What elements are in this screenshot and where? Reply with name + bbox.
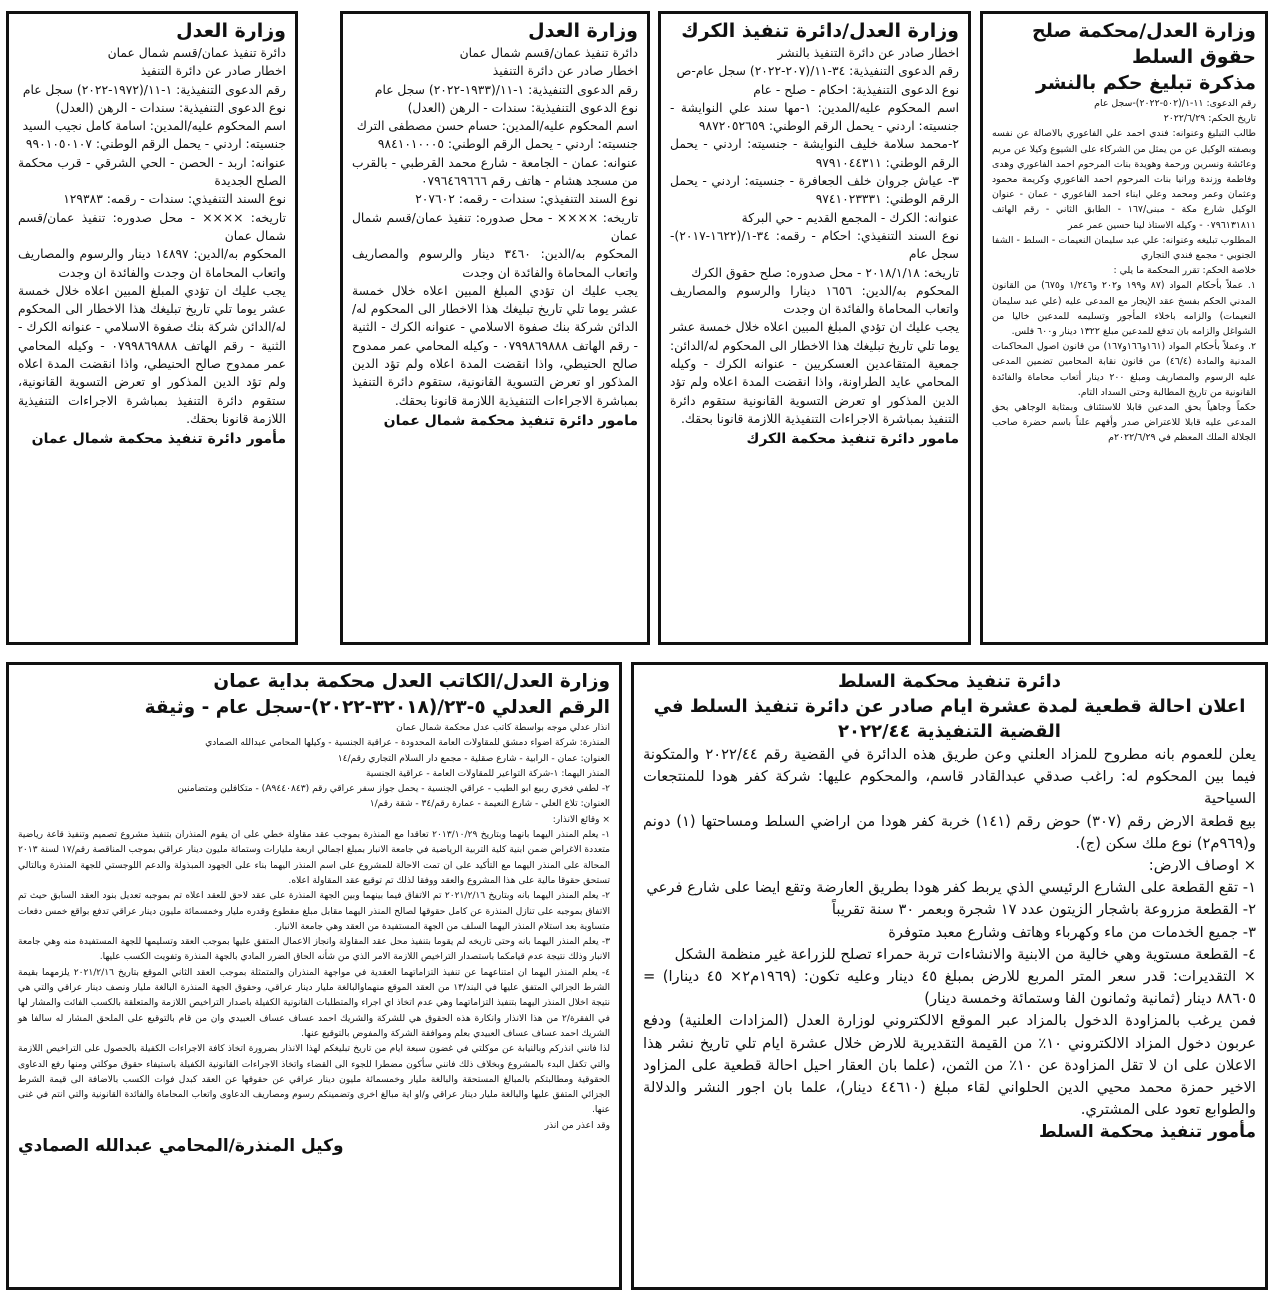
notice-amman-1933 [340,11,650,645]
notice-notary-signature: وكيل المنذرة/المحامي عبدالله الصمادي [18,1136,344,1157]
notice-amman-1972 [6,11,298,645]
notice-karak-signature: مامور دائرة تنفيذ محكمة الكرك [746,431,959,448]
notice-amman-1933-signature: مامور دائرة تنفيذ محكمة شمال عمان [383,412,638,429]
notice-karak-body: اخطار صادر عن دائرة التنفيذ بالنشر رقم الدعوى التنفيذية: ٣٤-١١/(٢٠٧-٢٠٢٢) سجل عام-ص نوع الدعوى التنفيذية: احكام - صلح - عام اسم المحكوم عليه/المدين: ١-مها سند علي النوايشة - جنسيته: اردني - يحمل الرقم الوطني: ٩٨٧٢٠٥٢٦٥٩ ٢-محمد سلامة خليف النوايشة - جنسيته: اردني - يحمل الرقم الوطني: ٩٧٩١٠٤٤٣١١ ٣- عياش جروان خلف الجعافرة - جنسيته: اردني - يحمل الرقم الوطني: ٩٧٤١٠٢٣٣٣١ عنوانه: الكرك - المجمع القديم - حي البركة نوع السند التنفيذي: احكام - رقمه: ٣٤-١/(١٦٢٢-٢٠١٧)-سجل عام تاريخه: ٢٠١٨/١/١٨ - محل صدوره: صلح حقوق الكرك المحكوم به/الدين: ١٦٥٦ دينارا والرسوم والمصاريف واتعاب المحاماة والفائدة ان وجدت يجب عليك ان تؤدي المبلغ المبين اعلاه خلال خمسة عشر يوما تلي تاريخ تبليغك هذا الاخطار الى المحكوم له/الدائن: جمعية المتقاعدين العسكريين - عنوانه الكرك - وكيله المحامي عايد الطراونة، واذا انقضت المدة اعلاه ولم تؤد الدين المذكور او تعرض التسوية القانونية ستقوم دائرة التنفيذ بمباشرة الاجراءات التنفيذية اللازمة قانونا بحقك. [670,46,959,426]
notice-amman-1972-body: دائرة تنفيذ عمان/قسم شمال عمان اخطار صادر عن دائرة التنفيذ رقم الدعوى التنفيذية: ١-١١/(١٩٧٢-٢٠٢٢) سجل عام نوع الدعوى التنفيذية: سندات - الرهن (العدل) اسم المحكوم عليه/المدين: اسامة كامل نجيب السيد جنسيته: اردني - يحمل الرقم الوطني: ٩٩٠١٠٥٠١٠٧ عنوانه: اربد - الحصن - الحي الشرقي - قرب محكمة الصلح الجديدة نوع السند التنفيذي: سندات - رقمه: ١٢٩٣٨٣ تاريخه: ×××× - محل صدوره: تنفيذ عمان/قسم شمال عمان المحكوم به/الدين: ١٤٨٩٧ دينار والرسوم والمصاريف واتعاب المحاماة ان وجدت والفائدة ان وجدت يجب عليك ان تؤدي المبلغ المبين اعلاه خلال خمسة عشر يوما تلي تاريخ تبليغك هذا الاخطار الى المحكوم له/الدائن شركة بنك صفوة الاسلامي - عنوانه الكرك - الثنية - رقم الهاتف ٠٧٩٩٨٦٩٨٨٨ - وكيله المحامي عمر ممدوح صالح الحنيطي، واذا انقضت المدة اعلاه ولم تؤد الدين المذكور او تعرض التسوية القانونية، ستقوم دائرة التنفيذ بمباشرة الاجراءات التنفيذية اللازمة قانونا بحقك. [18,46,287,426]
notice-amman-1933-body: دائرة تنفيذ عمان/قسم شمال عمان اخطار صادر عن دائرة التنفيذ رقم الدعوى التنفيذية: ١-١١/(١٩٣٣-٢٠٢٢) سجل عام نوع الدعوى التنفيذية: سندات - الرهن (العدل) اسم المحكوم عليه/المدين: حسام حسن مصطفى الترك جنسيته: اردني - يحمل الرقم الوطني: ٩٨٤١٠١٠٠٠٥ عنوانه: عمان - الجامعة - شارع محمد القرطبي - بالقرب من مسجد هشام - هاتف رقم ٠٧٩٦٤٦٩٦٦٦ نوع السند التنفيذي: سندات - رقمه: ٢٠٧٦٠٢ تاريخه: ×××× - محل صدوره: تنفيذ عمان/قسم شمال عمان المحكوم به/الدين: ٣٤٦٠ دينار والرسوم والمصاريف واتعاب المحاماة والفائدة ان وجدت يجب عليك ان تؤدي المبلغ المبين اعلاه خلال خمسة عشر يوما تلي تاريخ تبليغك هذا الاخطار الى المحكوم له/الدائن شركة بنك صفوة الاسلامي - عنوانه الكرك - الثنية - رقم الهاتف ٠٧٩٩٨٦٩٨٨٨ - وكيله المحامي عمر ممدوح صالح الحنيطي، واذا انقضت المدة اعلاه ولم تؤد الدين المذكور او تعرض التسوية القانونية، ستقوم دائرة التنفيذ بمباشرة الاجراءات التنفيذية اللازمة قانونا بحقك. [352,46,638,408]
notice-salt-auction [631,662,1268,1290]
notice-notary-header: وزارة العدل/الكاتب العدل محكمة بداية عمان الرقم العدلي ٥-٢٣/(٣٢٠١٨-٢٠٢٢)-سجل عام - وثيقة [144,671,610,718]
notice-karak-execution [658,11,971,645]
notice-notary-warning [6,662,622,1290]
notice-karak-header: وزارة العدل/دائرة تنفيذ الكرك [681,20,959,42]
notice-civil-header: وزارة العدل/محكمة صلح حقوق السلط مذكرة تبليغ حكم بالنشر [1032,20,1256,94]
notice-amman-1972-header: وزارة العدل [176,20,286,42]
notice-auction-header: دائرة تنفيذ محكمة السلط اعلان احالة قطعية لمدة عشرة ايام صادر عن دائرة تنفيذ السلط في القضية التنفيذية ٢٠٢٢/٤٤ [653,671,1246,742]
notice-amman-1933-header: وزارة العدل [528,20,638,42]
notice-amman-1972-signature: مأمور دائرة تنفيذ محكمة شمال عمان [31,431,286,448]
notice-auction-body: يعلن للعموم بانه مطروح للمزاد العلني وعن طريق هذه الدائرة في القضية رقم ٢٠٢٢/٤٤ والمتكونة فيما بين المحكوم له: راغب صدقي عبدالقادر قاسم، والمحكوم عليها: شركة كفر هودا للمنتجعات السياحية بيع قطعة الارض رقم (٣٠٧) حوض رقم (١٤١) خربة كفر هودا من اراضي السلط ومساحتها (١) دونم و(٩٦٩م٢) نوع ملك سكن (ج). × اوصاف الارض: ١- تقع القطعة على الشارع الرئيسي الذي يربط كفر هودا بطريق العارضة وتقع ايضا على شارع فرعي ٢- القطعة مزروعة باشجار الزيتون عدد ١٧ شجرة وبعمر ٣٠ سنة تقريباً ٣- جميع الخدمات من ماء وكهرباء وهاتف وشارع معبد متوفرة ٤- القطعة مستوية وهي خالية من الابنية والانشاءات تربة حمراء تصلح للزراعة غير منظمة الشكل × التقديرات: قدر سعر المتر المربع للارض بمبلغ ٤٥ دينار وعليه تكون: (١٩٦٩م٢× ٤٥ دينارا) = ٨٨٦٠٥ دينار (ثمانية وثمانون الفا وستمائة وخمسة دينار) فمن يرغب بالمزاودة الدخول بالمزاد عبر الموقع الالكتروني لوزارة العدل (المزادات العلنية) ودفع عربون دخول المزاد الالكتروني ١٠٪ من القيمة التقديرية للارض خلال عشرة ايام تلي تاريخ نشر هذا الاعلان على ان لا تقل المزاودة عن ١٠٪ من الثمن، (علما بان العقار احيل احالة قطعية على المزاود الاخير حمزة محمد محيي الدين الحلواني لقاء مبلغ (٤٤٦١٠ دينار)، علما بان اجور النشر والدلالة والطوابع تعود على المشتري. [643,746,1256,1119]
notice-civil-body: رقم الدعوى: ١١-١/(٥٠٢-٢٠٢٢)-سجل عام تاريخ الحكم: ٢٠٢٢/٦/٢٩ طالب التبليغ وعنوانه: فندي احمد علي الفاعوري بالاصالة عن نفسه وبصفته الوكيل عن من يمثل من الشركاء على الشيوع وكيلا عن مريم وعائشة ونسرين ورحمة وهويدة بنات المرحوم احمد الفاعوري وهدى وفاطمة وزندة ورانيا بنات المرحوم احمد الفاعوري وكريمة محمود وعثمان وعمر ومحمد وعلي ابناء احمد الفاعوري - عمان - عنوان الوكيل شارع مكة - مبنى/١٦٧ - الطابق الثاني - رقم الهاتف ٠٧٩٦١٣١٨١١ - وكيله الاستاذ لينا حسين عمر عمر المطلوب تبليغه وعنوانه: علي عبد سليمان النعيمات - السلط - الشفا الجنوبي - مجمع فندي التجاري خلاصة الحكم: تقرر المحكمة ما يلي : ١. عملاً بأحكام المواد (٨٧ و١٩٩ و٢٠٢ و١/٢٤٦ و٦٧٥) من القانون المدني الحكم بفسخ عقد الإيجار مع المدعى عليه (علي عبد سليمان النعيمات) والزامه باخلاء المأجور وتسليمه للمدعين خاليا من الشواغل والزامه بان تدفع للمدعين مبلغ ١٣٢٢ دينار و٦٠٠ فلس. ٢. وعملاً بأحكام المواد (١٦١و١٦٦و١٦٧) من قانون اصول المحاكمات المدنية والمادة (٤٦/٤) من قانون نقابة المحامين تضمين المدعى عليه الرسوم والمصاريف ومبلغ ٢٠٠ دينار أتعاب محاماة والفائدة القانونية من تاريخ المطالبة وحتى السداد التام. حكماً وجاهياً بحق المدعين قابلا للاستئناف وبمثابة الوجاهي بحق المدعى عليه قابلا للاعتراض صدر وأفهم علناً باسم حضرة صاحب الجلالة الملك المعظم في ٢٠٢٢/٦/٢٩م [992,98,1256,444]
notice-auction-signature: مأمور تنفيذ محكمة السلط [1039,1122,1256,1143]
notice-notary-body: انذار عدلي موجه بواسطة كاتب عدل محكمة شمال عمان المنذرة: شركة اضواء دمشق للمقاولات العامة المحدودة - عراقية الجنسية - وكيلها المحامي عبدالله الصمادي العنوان: عمان - الرابية - شارع صقلية - مجمع دار السلام التجاري رقم/١٤ المنذر اليهما: ١-شركة التواعير للمقاولات العامة - عراقية الجنسية ٢- لطفي فخري ربيع ابو الطيب - عراقي الجنسية - يحمل جواز سفر عراقي رقم (A٩٤٤٠٨٤٣) - متكافلين ومتضامنين العنوان: تلاع العلي - شارع النعيمة - عمارة رقم/٣٤ - شقة رقم/١ × وقائع الانذار: ١- يعلم المنذر اليهما بانهما وبتاريخ ٢٠١٣/١٠/٢٩ تعاقدا مع المنذرة بموجب عقد مقاولة خطي على ان يقوم المنذران بتنفيذ مشروع تصميم وتنفيذ قاعة رياضية متعددة الاغراض ضمن ابنية كلية التربية الرياضية في جامعة الانبار بمبلغ اجمالي اربعة مليارات وستمائة مليون دينار عراقي بموجب المناقصة رقم/١٧ لسنة ٢٠١٣ المحالة على المنذر اليهما مع التأكيد على ان تمت الاحالة للمشروع على اسم المنذر اليهما بناء على الجهود المبذولة والدعم اللوجستي للجهة المنذرة وبالتالي تستحق حقوقا مالية على هذا المشروع والعقد ووفقا لذلك تم توقيع عقد المقاولة اعلاه. ٢- يعلم المنذر اليهما بانه وبتاريخ ٢٠٢١/٢/١٦ تم الاتفاق فيما بينهما وبين الجهة المنذرة على عقد لاحق للعقد اعلاه تم بموجبه تعديل بنود العقد السابق حيث تم الاتفاق بموجبه على تنازل المنذرة عن كامل حقوقها لصالح المنذر اليهما مقابل مبلغ مقطوع وقدره مليار وخمسمائة مليون دينار عراقي تدفع بواقع خمس دفعات متساوية بعد استلام المنذر اليهما السلف من الجهة المستفيدة من العقد وهي جامعة الانبار. ٣- يعلم المنذر اليهما بانه وحتى تاريخه لم يقوما بتنفيذ محل عقد المقاولة وانجاز الاعمال المتفق عليها بموجب العقد وتسليمها للجهة المستفيدة منه وهي جامعة الانبار وذلك نتيجة عدم قيامكما باستصدار التراخيص اللازمة الامر الذي من شأنه الحاق الضرر المادي بالجهة المنذرة وتفويت الكسب عليها. ٤- يعلم المنذر اليهما ان امتناعهما عن تنفيذ التزاماتهما العقدية في مواجهة المنذران والمتمثلة بموجب العقد الثاني الموقع بتاريخ ٢٠٢١/٢/١٦ يلزمهما بقيمة الشرط الجزائي المتفق عليها في البند/١٣ من العقد الموقع منهماوالبالغة مليار دينار عراقي، وحقوق الجهة المنذرة البالغة مليار ونصف دينار عراقي والتي هي نتيجة اخلال المنذر اليهما بتنفيذ التزاماتهما وهي عدم اتخاذ اي اجراء والمتطلبات القانونية الكفيلة باصدار التراخيص اللازمة والمتعلقة بالكسب الفائت والمشار لها في الفقرة/٢ من هذا الانذار وانكارة هذه الحقوق هي للشركة والشريك احمد عساف عساف العبيدي وان من قام بالتوقيع على الملحق المشار له سالفا هو الشريك احمد عساف عساف العبيدي بعلم وموافقة الشركة والمفوض بالتوقيع عنها. لذا فانني انذركم وبالنيابة عن موكلتي في غضون سبعة ايام من تاريخ تبليغكم لهذا الانذار بضرورة اتخاذ كافة الاجراءات الكفيلة بالحصول على التراخيص اللازمة والتي تكفل البدء بالمشروع وبخلاف ذلك فانني سأكون مضطرا للجوء الى القضاء واتخاذ الاجراءات القانونية الكفيلة باستيفاء حقوق موكلتي ومنها رفع الدعاوى الحقوقية ومطالبتكم بالمبالغ المستحقة والبالغة مليار وخمسمائة مليون دينار عراقي عن حقوقها عن العقد كبدل فوات الكسب بالاضافة الى قيمة الشرط الجزائي المتفق عليها والبالغة مليار دينار عراقي و/او اية مبالغ اخرى وتضمينكم رسوم ومصاريف الدعاوى واتعاب المحاماة والفائدة القانونية والتي انتم في غنى عنها. وقد اعذر من انذر [18,723,610,1131]
notice-civil-judgment [980,11,1268,645]
